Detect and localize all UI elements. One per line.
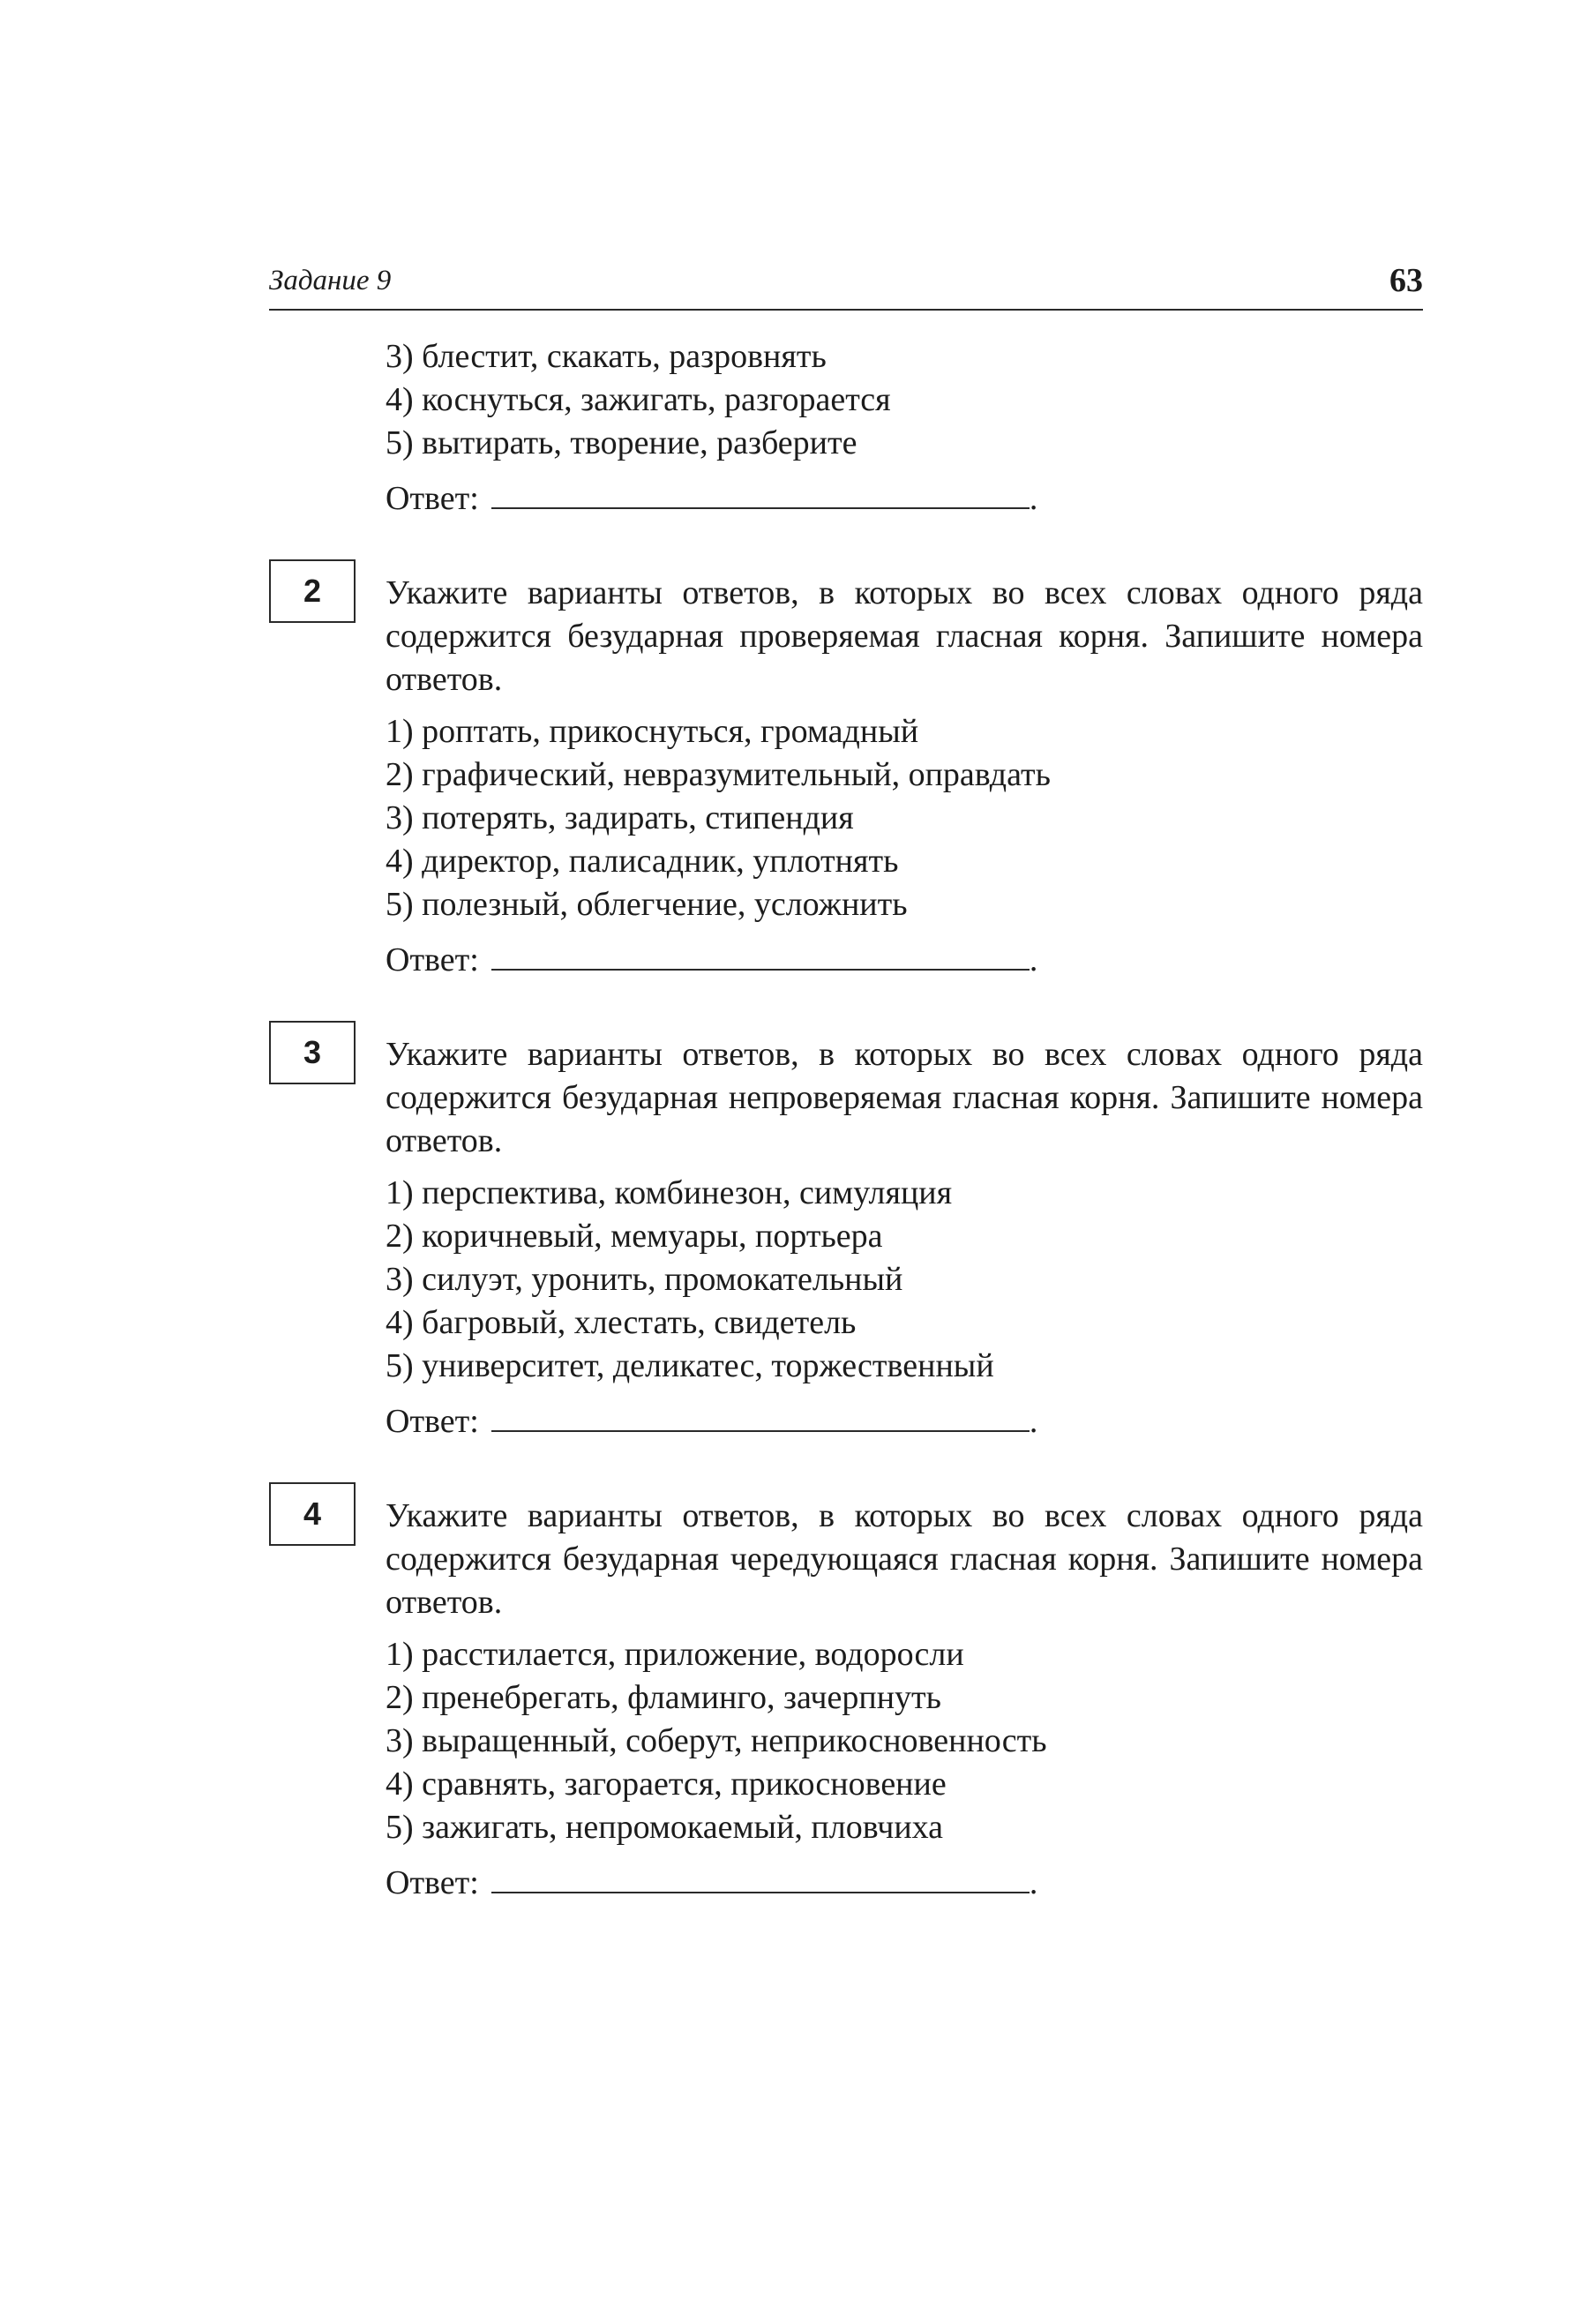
- answer-period: .: [1029, 480, 1038, 517]
- task-2: [386, 572, 1423, 982]
- option-item: 4) сравнять, загорается, прикосновение: [386, 1765, 947, 1803]
- page-number: 63: [1389, 262, 1423, 299]
- answer-field[interactable]: [491, 477, 1030, 509]
- answer-row: [386, 939, 1423, 982]
- option-item: 5) университет, деликатес, торжественный: [386, 1347, 994, 1384]
- task-number-box: 3: [269, 1021, 356, 1084]
- answer-period: .: [1029, 1864, 1038, 1901]
- option-item: 1) роптать, прикоснуться, громадный: [386, 713, 919, 750]
- answer-label: Ответ:: [386, 1864, 479, 1901]
- option-item: 2) пренебрегать, фламинго, зачерпнуть: [386, 1679, 941, 1716]
- option-item: 5) вытирать, творение, разберите: [386, 424, 857, 461]
- answer-row: [386, 477, 1423, 521]
- page-header: [269, 261, 1423, 311]
- option-item: 1) расстилается, приложение, водоросли: [386, 1636, 964, 1673]
- task-1-continuation: [386, 335, 1423, 521]
- task-4: [386, 1495, 1423, 1905]
- option-item: 4) коснуться, зажигать, разгорается: [386, 381, 891, 418]
- option-item: 2) коричневый, мемуары, портьера: [386, 1218, 883, 1255]
- answer-period: .: [1029, 1403, 1038, 1440]
- answer-row: [386, 1862, 1423, 1905]
- answer-row: [386, 1400, 1423, 1443]
- task-instruction: Укажите варианты ответов, в которых во всех словах одного ряда содержится безударная чередующаяся гласная корня. Запишите номера ответов.: [386, 1497, 1423, 1621]
- answer-field[interactable]: [491, 1400, 1030, 1432]
- option-item: 3) блестит, скакать, разровнять: [386, 338, 827, 375]
- task-number-box: 2: [269, 559, 356, 623]
- answer-field[interactable]: [491, 939, 1030, 971]
- option-item: 1) перспектива, комбинезон, симуляция: [386, 1174, 953, 1211]
- answer-field[interactable]: [491, 1862, 1030, 1893]
- answer-label: Ответ:: [386, 1403, 479, 1440]
- option-item: 3) потерять, задирать, стипендия: [386, 799, 854, 836]
- option-item: 5) зажигать, непромокаемый, пловчиха: [386, 1809, 944, 1846]
- option-item: 4) багровый, хлестать, свидетель: [386, 1304, 857, 1341]
- task-instruction: Укажите варианты ответов, в которых во всех словах одного ряда содержится безударная непроверяемая гласная корня. Запишите номера ответов.: [386, 1036, 1423, 1159]
- option-item: 4) директор, палисадник, уплотнять: [386, 843, 899, 880]
- option-item: 5) полезный, облегчение, усложнить: [386, 886, 908, 923]
- section-title: Задание 9: [269, 265, 392, 296]
- task-instruction: Укажите варианты ответов, в которых во всех словах одного ряда содержится безударная проверяемая гласная корня. Запишите номера ответов.: [386, 574, 1423, 698]
- option-item: 3) силуэт, уронить, промокательный: [386, 1261, 903, 1298]
- answer-period: .: [1029, 941, 1038, 978]
- answer-label: Ответ:: [386, 941, 479, 978]
- option-item: 3) выращенный, соберут, неприкосновенность: [386, 1722, 1047, 1759]
- task-number-box: 4: [269, 1482, 356, 1546]
- option-item: 2) графический, невразумительный, оправдать: [386, 756, 1051, 793]
- task-3: [386, 1033, 1423, 1443]
- answer-label: Ответ:: [386, 480, 479, 517]
